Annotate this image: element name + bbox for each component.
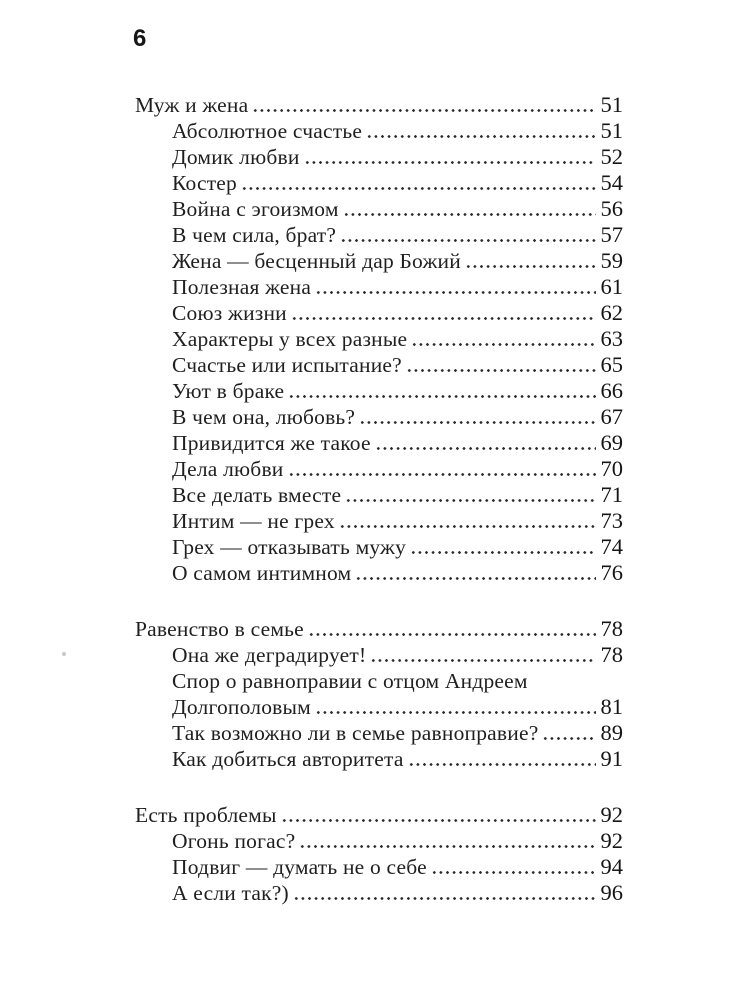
dot-leader [304,146,596,164]
toc-entry-row [135,508,623,534]
toc-entry-row [135,300,623,326]
toc-entry-title: Дела любви [172,457,284,481]
toc-entry-title: Подвиг — думать не о себе [172,855,427,879]
toc-entry-row [135,352,623,378]
dot-leader [299,830,595,848]
toc-entry-title: Все делать вместе [172,483,342,507]
dot-leader [241,172,596,190]
toc-entry-page: 65 [600,352,623,377]
dot-leader [339,510,596,528]
toc-entry-page: 76 [600,560,623,585]
toc-entry-page: 78 [600,616,623,641]
toc-entry-page: 69 [600,430,623,455]
toc-entry-page: 70 [600,456,623,481]
toc-entry-title: Полезная жена [172,275,312,299]
toc-entry-title: Она же деградирует! [172,643,367,667]
dot-leader [252,94,595,112]
toc-entry-title: В чем сила, брат? [172,223,337,247]
toc-entry-title: А если так?) [172,881,289,905]
dot-leader [315,276,595,294]
toc-entry-title: Огонь погас? [172,829,296,853]
toc-entry-row [135,378,623,404]
toc-entry-title: Привидится же такое [172,431,371,455]
toc-entry-title: В чем она, любовь? [172,405,356,429]
toc-entry-page: 52 [600,144,623,169]
toc-entry-title: Так возможно ли в семье равноправие? [172,721,539,745]
dot-leader [408,748,596,766]
toc-entry-page: 59 [600,248,623,273]
dot-leader [406,354,596,372]
toc-entry-page: 92 [600,828,623,853]
dot-leader [366,120,595,138]
dot-leader [340,224,595,242]
dot-leader [293,882,596,900]
toc-entry-page: 62 [600,300,623,325]
toc-entry-row [135,854,623,880]
toc-entry-title: Домик любви [172,145,300,169]
dot-leader [355,562,595,580]
scan-speck [62,652,66,656]
toc-entry-row [135,196,623,222]
toc-entry-title: Долгополовым [172,695,311,719]
toc-entry-page: 78 [600,642,623,667]
toc-entry-row [135,326,623,352]
toc-entry-page: 94 [600,854,623,879]
toc-entry-row [135,694,623,720]
toc-entry-row [135,144,623,170]
toc-entry-title: Союз жизни [172,301,287,325]
toc-entry-title: Муж и жена [135,93,249,117]
dot-leader [542,722,595,740]
toc-entry-row [135,118,623,144]
dot-leader [431,856,596,874]
dot-leader [410,536,595,554]
section-gap [135,586,623,616]
toc-entry-row [135,222,623,248]
dot-leader [370,644,595,662]
dot-leader [411,328,595,346]
toc-entry-title: Равенство в семье [135,617,304,641]
dot-leader [291,302,596,320]
toc-entry-page: 54 [600,170,623,195]
toc-entry-row [135,534,623,560]
dot-leader [465,250,596,268]
toc-entry-row [135,560,623,586]
toc-entry-title: Грех — отказывать мужу [172,535,407,559]
page-number: 6 [133,25,147,52]
toc-entry-page: 73 [600,508,623,533]
dot-leader [315,696,596,714]
dot-leader [288,380,595,398]
toc-entry-title: Как добиться авторитета [172,747,404,771]
toc-entry-row [135,92,623,118]
toc-entry-page: 81 [600,694,623,719]
dot-leader [308,618,596,636]
toc-entry-page: 89 [600,720,623,745]
dot-leader [281,804,596,822]
toc-entry-row [135,456,623,482]
toc-entry-page: 66 [600,378,623,403]
toc-entry-page: 56 [600,196,623,221]
toc-entry-title: Характеры у всех разные [172,327,408,351]
toc-entry-row [135,746,623,772]
toc-entry-page: 92 [600,802,623,827]
toc-entry-row [135,802,623,828]
toc-entry-title: О самом интимном [172,561,352,585]
toc-entry-row [135,880,623,906]
toc-entry-row [135,616,623,642]
toc-entry-title: Есть проблемы [135,803,277,827]
toc-entry-page: 96 [600,880,623,905]
dot-leader [359,406,595,424]
toc-entry-row [135,430,623,456]
toc-entry-row [135,720,623,746]
toc-entry-title: Жена — бесценный дар Божий [172,249,461,273]
dot-leader [343,198,596,216]
toc-entry-title: Счастье или испытание? [172,353,402,377]
table-of-contents [135,92,623,906]
toc-entry-page: 61 [600,274,623,299]
toc-entry-page: 51 [600,118,623,143]
toc-entry-title: Абсолютное счастье [172,119,363,143]
toc-entry-row [135,248,623,274]
toc-entry-title: Уют в браке [172,379,285,403]
toc-entry-title: Костер [172,171,237,195]
toc-entry-page: 67 [600,404,623,429]
toc-entry-row [135,274,623,300]
toc-entry-page: 91 [600,746,623,771]
toc-entry-page: 63 [600,326,623,351]
toc-entry-row [135,170,623,196]
dot-leader [345,484,595,502]
toc-entry-row [135,828,623,854]
dot-leader [288,458,596,476]
section-gap [135,772,623,802]
toc-entry-row [135,482,623,508]
toc-entry-page: 57 [600,222,623,247]
toc-entry-page: 74 [600,534,623,559]
toc-entry-page: 71 [600,482,623,507]
toc-entry-row [135,642,623,668]
toc-entry-title: Интим — не грех [172,509,335,533]
toc-entry-page: 51 [600,92,623,117]
toc-entry-title: Война с эгоизмом [172,197,339,221]
toc-entry-row [135,668,623,694]
dot-leader [375,432,596,450]
toc-entry-title: Спор о равноправии с отцом Андреем [172,669,528,693]
toc-entry-row [135,404,623,430]
